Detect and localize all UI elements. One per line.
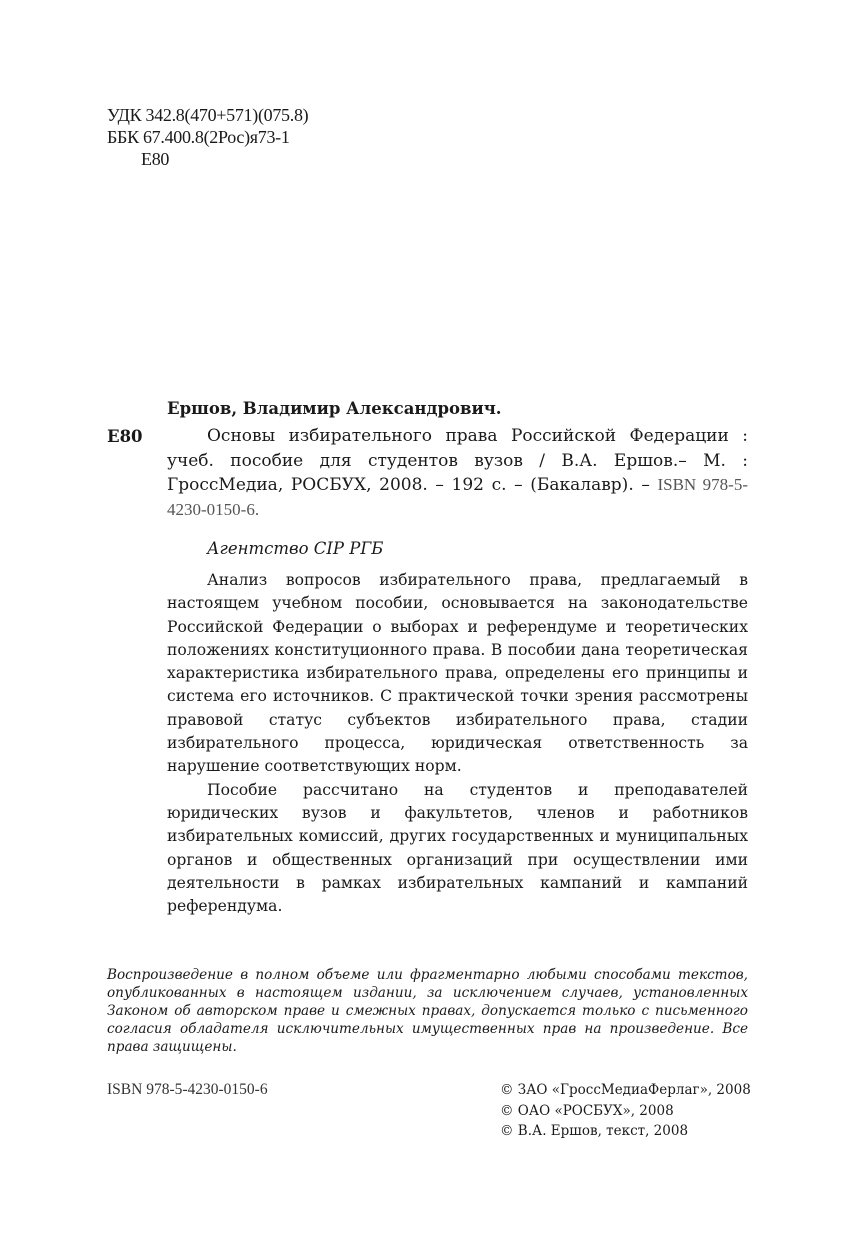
abstract-paragraph-1: Анализ вопросов избирательного права, предлагаемый в настоящем учебном пособии, основывается на законодательстве Российской Федерации о выборах и референдуме и теоретических положениях конституционного права. В пособии дана теоретическая характеристика избирательного права, определены его принципы и система его источников. С практической точки зрения рассмотрены правовой статус субъектов избирательного права, стадии избирательного процесса, юридическая ответственность за нарушение соответствующих норм.	[167, 571, 748, 776]
copyright-block	[500, 1080, 751, 1142]
copyright-line-rosbuh: © ОАО «РОСБУХ», 2008	[500, 1102, 674, 1119]
record-description	[167, 424, 748, 522]
record-author-mark: Е80	[107, 427, 143, 446]
copyright-line-publisher: © ЗАО «ГроссМедиаФерлаг», 2008	[500, 1082, 751, 1098]
record-description-text: Основы избирательного права Российской Федерации : учеб. пособие для студентов вузов / В.А. Ершов.– М. : ГроссМедиа, РОСБУХ, 2008. – 192 с. – (Бакалавр). –	[167, 426, 748, 495]
rights-notice: Воспроизведение в полном объеме или фрагментарно любыми способами текстов, опубликованных в настоящем издании, за исключением случаев, установленных Законом об авторском праве и смежных правах, допускается только с письменного согласия обладателя исключительных имущественных прав на произведение. Все права защищены.	[107, 967, 748, 1055]
copyright-line-author: © В.А. Ершов, текст, 2008	[500, 1123, 689, 1139]
record-author: Ершов, Владимир Александрович.	[167, 399, 502, 418]
abstract	[167, 569, 748, 918]
abstract-paragraph-2: Пособие рассчитано на студентов и преподавателей юридических вузов и факультетов, членов и работников избирательных комиссий, других государственных и муниципальных органов и общественных организаций при осуществлении ими деятельности в рамках избирательных кампаний и кампаний референдума.	[167, 780, 748, 916]
cip-agency: Агентство CIP РГБ	[207, 539, 384, 558]
bbk-code: ББК 67.400.8(2Рос)я73-1	[107, 127, 290, 147]
udk-code: УДК 342.8(470+571)(075.8)	[107, 105, 309, 125]
record-isbn: ISBN 978-5-4230-0150-6.	[167, 475, 748, 519]
footer-isbn: ISBN 978-5-4230-0150-6	[107, 1081, 268, 1098]
author-mark-code: Е80	[141, 149, 170, 169]
